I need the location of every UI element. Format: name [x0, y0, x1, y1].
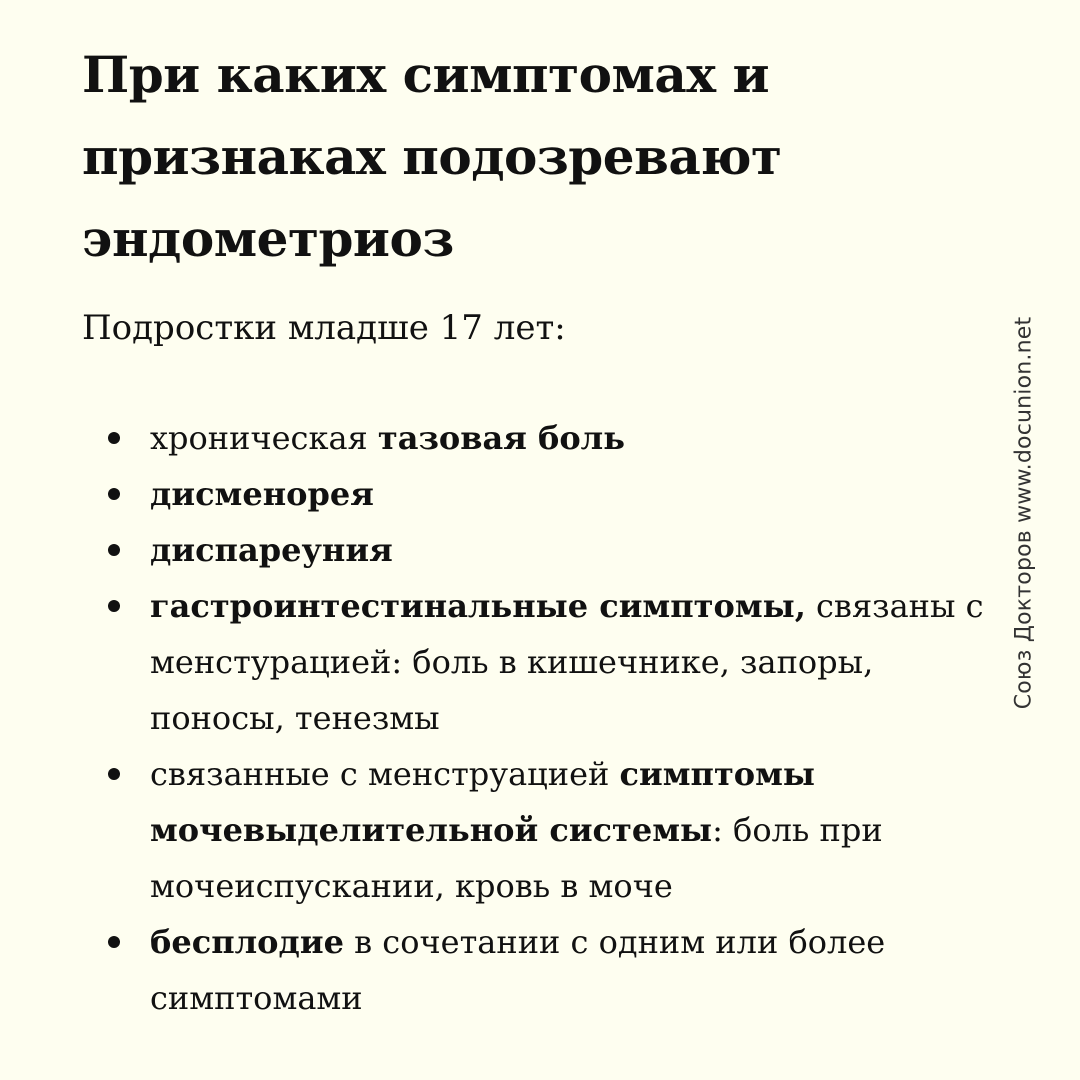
list-item	[108, 914, 1008, 1026]
bullet-icon	[108, 544, 120, 556]
bullet-icon	[108, 768, 120, 780]
item-text: связанные с менструацией	[150, 755, 620, 793]
item-text: хроническая	[150, 419, 378, 457]
item-text: : боль при мочеиспускании, кровь в моче	[150, 811, 883, 905]
item-text: в сочетании с одним или более симптомами	[150, 923, 886, 1017]
item-emphasis: симптомы мочевыделительной системы	[150, 755, 815, 849]
list-item	[108, 466, 1008, 522]
item-emphasis: гастроинтестинальные симптомы,	[150, 587, 806, 625]
list-item	[108, 746, 1008, 914]
source-watermark: Союз Докторов www.docunion.net	[1011, 316, 1037, 710]
page-title: При каких симптомах и признаках подозревают эндометриоз	[82, 45, 782, 268]
list-item	[108, 522, 1008, 578]
symptom-list	[108, 410, 1008, 1026]
bullet-icon	[108, 600, 120, 612]
bullet-icon	[108, 488, 120, 500]
item-emphasis: диспареуния	[150, 531, 393, 569]
bullet-icon	[108, 432, 120, 444]
bullet-icon	[108, 936, 120, 948]
list-item	[108, 578, 1008, 746]
item-emphasis: бесплодие	[150, 923, 344, 961]
age-group-heading: Подростки младше 17 лет:	[82, 308, 566, 348]
item-emphasis: тазовая боль	[377, 419, 625, 457]
item-emphasis: дисменорея	[150, 475, 374, 513]
list-item	[108, 410, 1008, 466]
item-text: связаны с менстурацией: боль в кишечнике, запоры, поносы, тенезмы	[150, 587, 984, 737]
